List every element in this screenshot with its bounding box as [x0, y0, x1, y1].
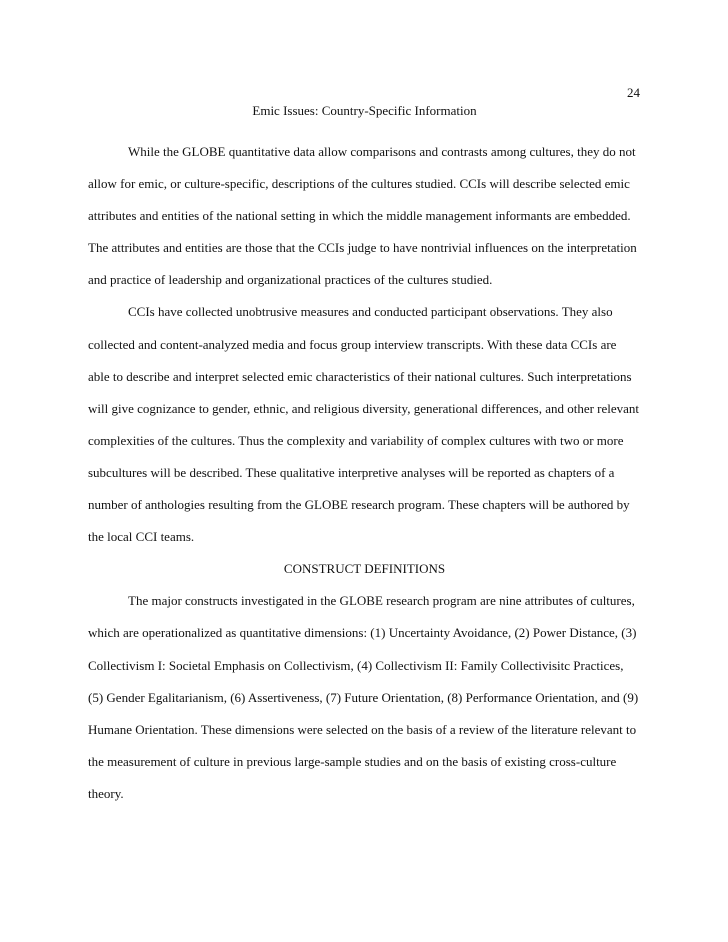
section-heading-construct-definitions: CONSTRUCT DEFINITIONS [283, 561, 446, 577]
paragraph-globe-quantitative: While the GLOBE quantitative data allow comparisons and contrasts among cultures, they do not allow for emic, or culture-specific, descriptions of the cultures studied. CCIs will describe selected emic attributes and entities of the national setting in which the middle management informants are embedded. The attributes and entities are those that the CCIs judge to have nontrivial influences on the interpretation and practice of leadership and organizational practices of the cultures studied. [88, 144, 637, 288]
paragraph-major-constructs: The major constructs investigated in the GLOBE research program are nine attributes of cultures, which are operationalized as quantitative dimensions: (1) Uncertainty Avoidance, (2) Power Distance, (3) Collectivism I: Societal Emphasis on Collectivism, (4) Collectivism II: Family Collectivisitc Practices, (5) Gender Egalitarianism, (6) Assertiveness, (7) Future Orientation, (8) Performance Orientation, and (9) Humane Orientation. These dimensions were selected on the basis of a review of the literature relevant to the measurement of culture in previous large-sample studies and on the basis of existing cross-culture theory. [88, 593, 639, 801]
section-heading-emic-issues: Emic Issues: Country-Specific Information [252, 103, 477, 118]
paragraph-cci-measures: CCIs have collected unobtrusive measures and conducted participant observations. They also collected and content-analyzed media and focus group interview transcripts. With these data CCIs are able to describe and interpret selected emic characteristics of their national cultures. Such interpretations will give cognizance to gender, ethnic, and religious diversity, generational differences, and other relevant complexities of the cultures. Thus the complexity and variability of complex cultures with two or more subcultures will be described. These qualitative interpretive analyses will be reported as chapters of a number of anthologies resulting from the GLOBE research program. These chapters will be authored by the local CCI teams. [88, 304, 640, 545]
page-number: 24 [627, 85, 640, 100]
document-body [88, 102, 641, 810]
